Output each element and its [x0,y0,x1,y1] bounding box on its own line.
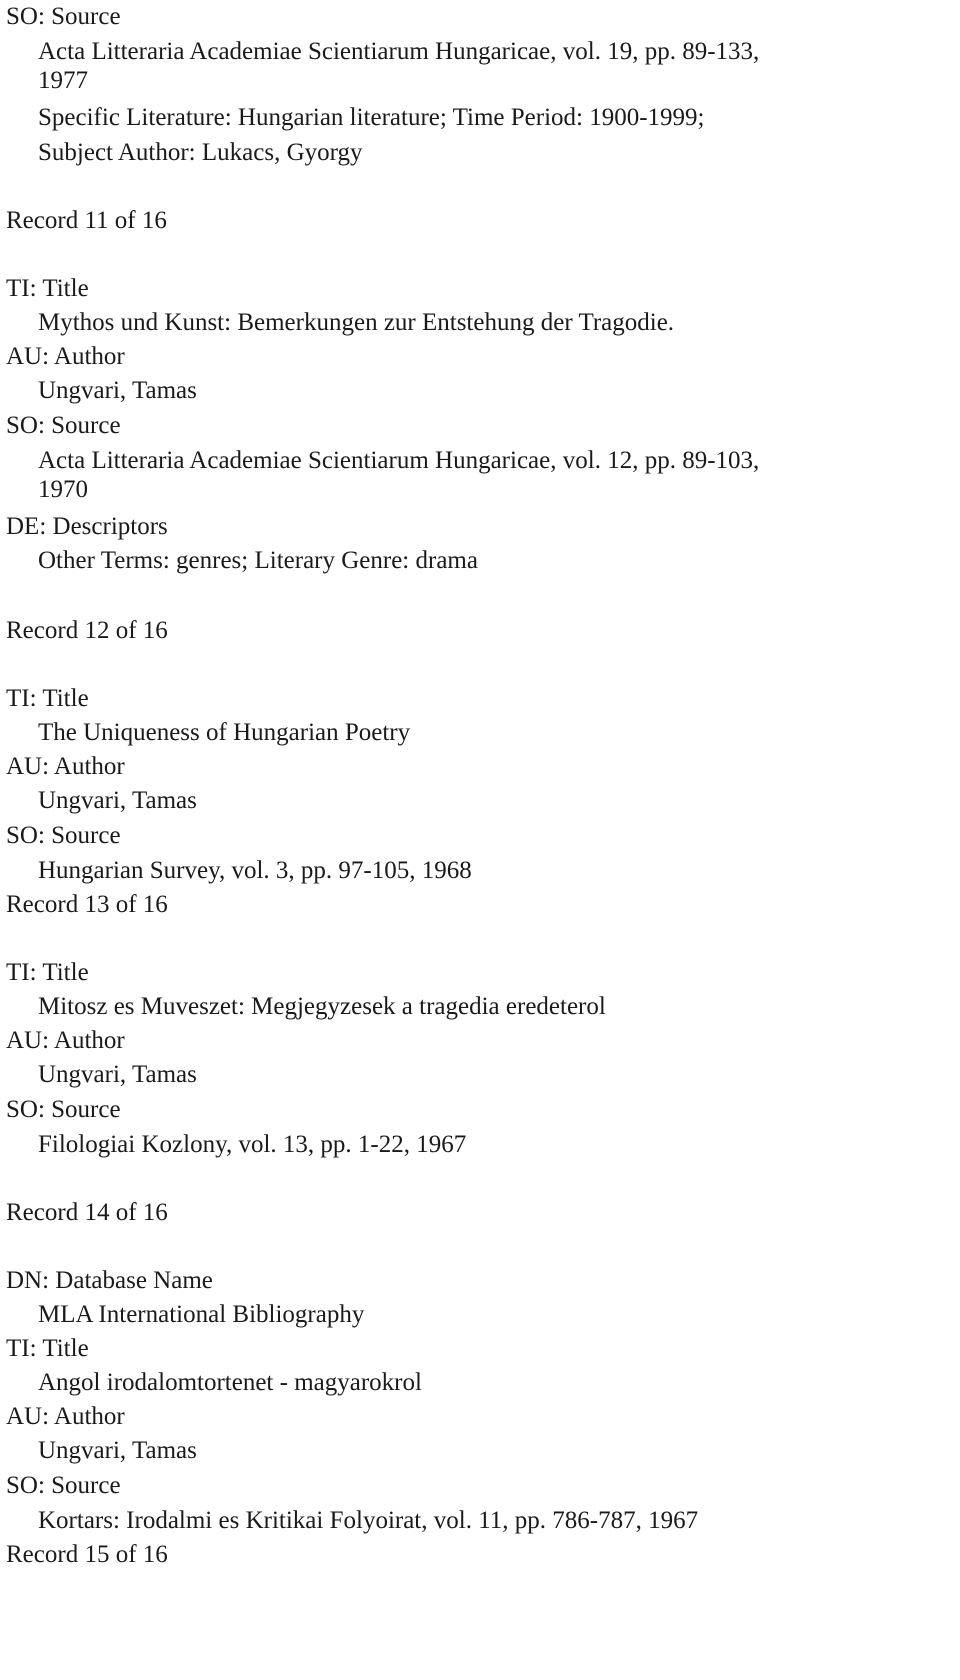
field-value: 1977 [38,67,88,94]
field-label: SO: Source [6,412,121,439]
field-label: SO: Source [6,3,121,30]
field-value: Mythos und Kunst: Bemerkungen zur Entstehung der Tragodie. [38,309,675,336]
field-label: TI: Title [6,1335,89,1362]
field-label: DE: Descriptors [6,513,168,540]
field-value: Mitosz es Muveszet: Megjegyzesek a tragedia eredeterol [38,993,606,1020]
field-value: The Uniqueness of Hungarian Poetry [38,719,411,746]
field-value: Ungvari, Tamas [38,1437,197,1464]
field-value: Acta Litteraria Academiae Scientiarum Hungaricae, vol. 19, pp. 89-133, [38,38,760,65]
field-label: AU: Author [6,1027,125,1054]
field-label: AU: Author [6,753,125,780]
field-value: Ungvari, Tamas [38,377,197,404]
field-value: 1970 [38,476,88,503]
field-label: DN: Database Name [6,1267,213,1294]
field-label: SO: Source [6,822,121,849]
field-label: TI: Title [6,685,89,712]
field-value: Hungarian Survey, vol. 3, pp. 97-105, 1968 [38,857,472,884]
field-value: Acta Litteraria Academiae Scientiarum Hungaricae, vol. 12, pp. 89-103, [38,447,760,474]
field-label: AU: Author [6,1403,125,1430]
field-value: Filologiai Kozlony, vol. 13, pp. 1-22, 1967 [38,1131,467,1158]
field-value: Specific Literature: Hungarian literature; Time Period: 1900-1999; [38,104,705,131]
field-label: TI: Title [6,275,89,302]
field-label: SO: Source [6,1096,121,1123]
field-value: MLA International Bibliography [38,1301,365,1328]
field-value: Ungvari, Tamas [38,787,197,814]
record-header: Record 14 of 16 [6,1199,168,1226]
field-label: AU: Author [6,343,125,370]
record-header: Record 12 of 16 [6,617,168,644]
field-value: Ungvari, Tamas [38,1061,197,1088]
record-header: Record 15 of 16 [6,1541,168,1568]
record-header: Record 11 of 16 [6,207,167,234]
field-label: TI: Title [6,959,89,986]
field-label: SO: Source [6,1472,121,1499]
field-value: Kortars: Irodalmi es Kritikai Folyoirat, vol. 11, pp. 786-787, 1967 [38,1507,699,1534]
field-value: Other Terms: genres; Literary Genre: drama [38,547,478,574]
field-value: Angol irodalomtortenet - magyarokrol [38,1369,422,1396]
field-value: Subject Author: Lukacs, Gyorgy [38,139,363,166]
record-header: Record 13 of 16 [6,891,168,918]
